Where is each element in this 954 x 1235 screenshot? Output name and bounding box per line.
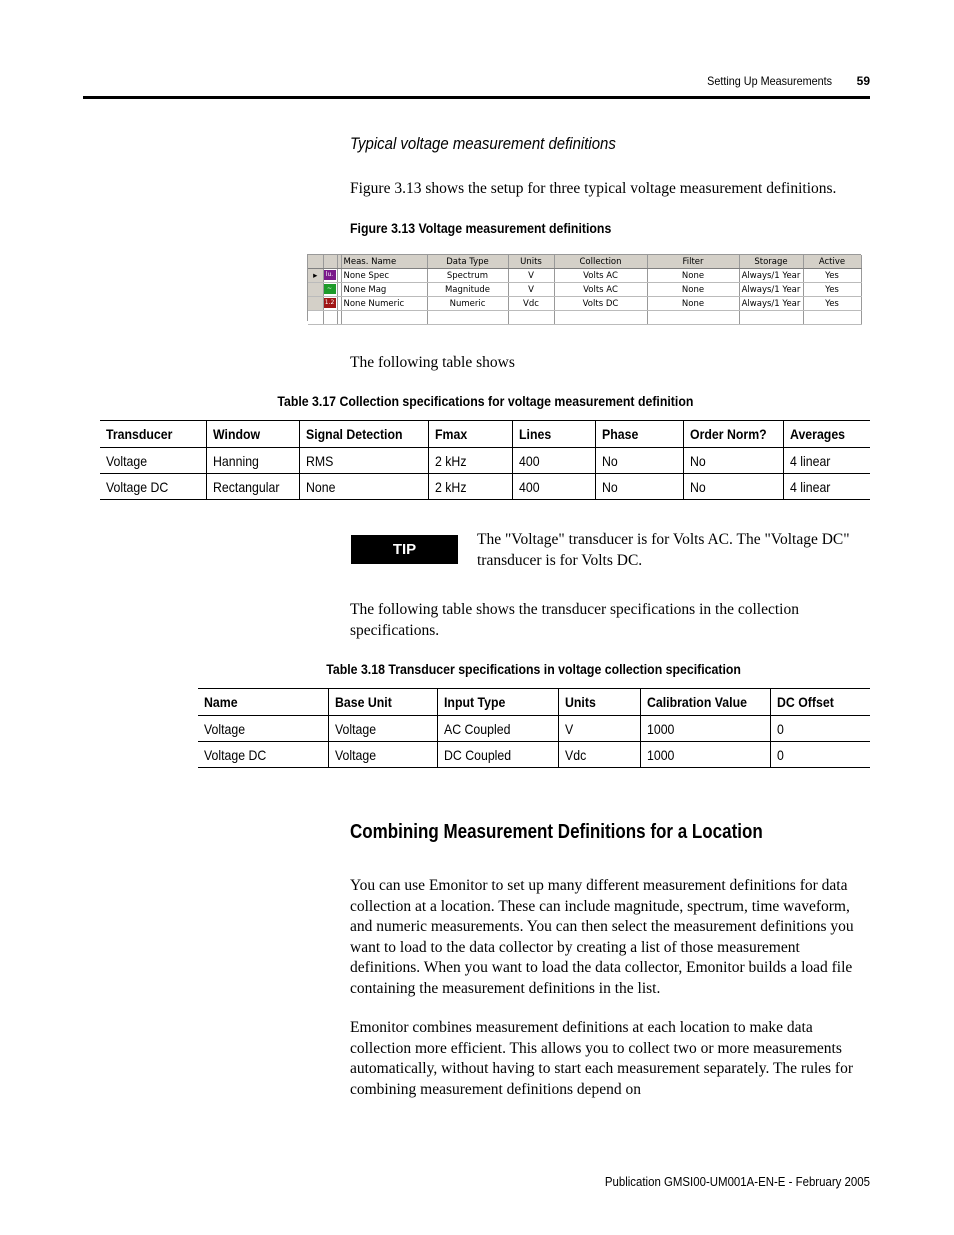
table-318-caption: Table 3.18 Transducer specifications in voltage collection specification <box>326 661 742 677</box>
running-header-title: Setting Up Measurements <box>707 74 832 88</box>
table-row <box>198 716 870 742</box>
table-cell: Rectangular <box>207 474 300 500</box>
header-rule <box>83 96 870 99</box>
table-header-cell: Input Type <box>437 689 558 716</box>
grid-cell-name[interactable]: None Mag <box>341 283 427 297</box>
table-header-cell: Averages <box>783 421 870 448</box>
grid-corner-cell <box>308 255 323 269</box>
table-header-cell: Fmax <box>429 421 512 448</box>
figure-caption: Figure 3.13 Voltage measurement definitions <box>350 220 612 236</box>
table-cell: V <box>558 716 640 742</box>
spectrum-icon: lu. <box>324 270 336 280</box>
table-cell: 400 <box>512 448 595 474</box>
table-cell: 1000 <box>640 716 770 742</box>
table-cell: RMS <box>300 448 429 474</box>
table-header-cell: Lines <box>512 421 595 448</box>
table-cell: Hanning <box>207 448 300 474</box>
table-header-cell: Name <box>198 689 328 716</box>
table-cell: Voltage <box>328 742 437 768</box>
grid-cell-storage[interactable]: Always/1 Year <box>739 297 803 311</box>
table-header-cell: Calibration Value <box>640 689 770 716</box>
table-header-cell: Signal Detection <box>300 421 429 448</box>
magnitude-icon: ~ <box>324 284 336 294</box>
grid-row[interactable] <box>308 283 861 297</box>
grid-col-header[interactable]: Collection <box>554 255 647 269</box>
grid-cell-active[interactable]: Yes <box>803 297 861 311</box>
grid-row[interactable] <box>308 269 861 283</box>
table-318 <box>198 688 870 768</box>
grid-icon-header <box>323 255 337 269</box>
tip-text: The "Voltage" transducer is for Volts AC. The "Voltage DC" transducer is for Volts DC. <box>477 531 850 569</box>
grid-cell-storage[interactable]: Always/1 Year <box>739 283 803 297</box>
table-cell: 0 <box>770 742 870 768</box>
table-header-cell: Transducer <box>100 421 207 448</box>
current-row-marker-icon[interactable]: ▸ <box>308 269 323 283</box>
grid-cell-units[interactable]: V <box>508 283 554 297</box>
table-header-cell: Units <box>558 689 640 716</box>
grid-cell-filter[interactable]: None <box>647 269 739 283</box>
table-header-cell: Phase <box>596 421 684 448</box>
table-header-cell: Order Norm? <box>683 421 783 448</box>
grid-col-header[interactable]: Active <box>803 255 861 269</box>
following-text-2: The following table shows the transducer specifications in the collection specifications. <box>350 601 799 639</box>
table-cell: 2 kHz <box>429 474 512 500</box>
following-text-1: The following table shows <box>350 354 515 371</box>
table-header-row <box>198 689 870 716</box>
section-heading: Combining Measurement Definitions for a Location <box>350 821 763 843</box>
table-cell: DC Coupled <box>437 742 558 768</box>
tip-label: TIP <box>351 535 458 564</box>
grid-col-header[interactable]: Storage <box>739 255 803 269</box>
grid-cell-collection[interactable]: Volts DC <box>554 297 647 311</box>
grid-cell-name[interactable]: None Numeric <box>341 297 427 311</box>
grid-col-header[interactable]: Filter <box>647 255 739 269</box>
grid-cell-units[interactable]: Vdc <box>508 297 554 311</box>
grid-cell-data-type[interactable]: Magnitude <box>427 283 508 297</box>
table-header-cell: Base Unit <box>328 689 437 716</box>
table-cell: Voltage DC <box>100 474 207 500</box>
grid-header-row <box>308 255 861 269</box>
table-row <box>198 742 870 768</box>
measurement-definitions-grid <box>307 254 861 321</box>
grid-cell-active[interactable]: Yes <box>803 283 861 297</box>
table-header-row <box>100 421 870 448</box>
table-cell: Voltage <box>198 716 328 742</box>
grid-cell-filter[interactable]: None <box>647 297 739 311</box>
numeric-icon: 1.2 <box>324 299 335 307</box>
grid-cell-collection[interactable]: Volts AC <box>554 269 647 283</box>
grid-empty-row <box>308 311 861 325</box>
grid-cell-data-type[interactable]: Spectrum <box>427 269 508 283</box>
grid-col-header[interactable]: Data Type <box>427 255 508 269</box>
table-cell: None <box>300 474 429 500</box>
body-paragraph-1: You can use Emonitor to set up many different measurement definitions for data collection at a location. These can include magnitude, spectrum, time waveform, and numeric measurements. You can then select the measurement definitions you want to load to the data collector by creating a list of those measurement definitions. When you want to load the data collector, Emonitor builds a load file containing the measurement definitions in the list. <box>350 877 854 997</box>
table-317 <box>100 420 870 500</box>
table-cell: 4 linear <box>783 448 870 474</box>
table-cell: Voltage <box>328 716 437 742</box>
grid-cell-data-type[interactable]: Numeric <box>427 297 508 311</box>
table-cell: Voltage DC <box>198 742 328 768</box>
grid-cell-collection[interactable]: Volts AC <box>554 283 647 297</box>
intro-paragraph: Figure 3.13 shows the setup for three typical voltage measurement definitions. <box>350 180 837 197</box>
table-cell: 0 <box>770 716 870 742</box>
grid-cell-units[interactable]: V <box>508 269 554 283</box>
subheading: Typical voltage measurement definitions <box>350 134 616 153</box>
table-cell: Vdc <box>558 742 640 768</box>
grid-cell-active[interactable]: Yes <box>803 269 861 283</box>
grid-row[interactable] <box>308 297 861 311</box>
table-cell: No <box>596 448 684 474</box>
grid-col-header[interactable]: Meas. Name <box>341 255 427 269</box>
grid-cell-storage[interactable]: Always/1 Year <box>739 269 803 283</box>
table-header-cell: Window <box>207 421 300 448</box>
table-cell: 400 <box>512 474 595 500</box>
grid-cell-filter[interactable]: None <box>647 283 739 297</box>
table-cell: 4 linear <box>783 474 870 500</box>
table-318-caption-wrap <box>198 661 870 679</box>
table-cell: No <box>683 474 783 500</box>
table-cell: 1000 <box>640 742 770 768</box>
body-paragraph-2: Emonitor combines measurement definitions at each location to make data collection more efficient. This allows you to collect two or more measurements automatically, without having to start each measurement separately. The rules for combining measurement definitions depend on <box>350 1019 854 1098</box>
table-cell: 2 kHz <box>429 448 512 474</box>
table-317-caption: Table 3.17 Collection specifications for voltage measurement definition <box>276 393 694 409</box>
publication-footer: Publication GMSI00-UM001A-EN-E - February 2005 <box>604 1174 870 1189</box>
table-row <box>100 474 870 500</box>
grid-col-header[interactable]: Units <box>508 255 554 269</box>
table-cell: No <box>596 474 684 500</box>
table-cell: Voltage <box>100 448 207 474</box>
table-317-caption-wrap <box>100 393 870 411</box>
table-cell: No <box>683 448 783 474</box>
table-cell: AC Coupled <box>437 716 558 742</box>
table-row <box>100 448 870 474</box>
table-header-cell: DC Offset <box>770 689 870 716</box>
grid-cell-name[interactable]: None Spec <box>341 269 427 283</box>
page-number: 59 <box>856 74 870 88</box>
